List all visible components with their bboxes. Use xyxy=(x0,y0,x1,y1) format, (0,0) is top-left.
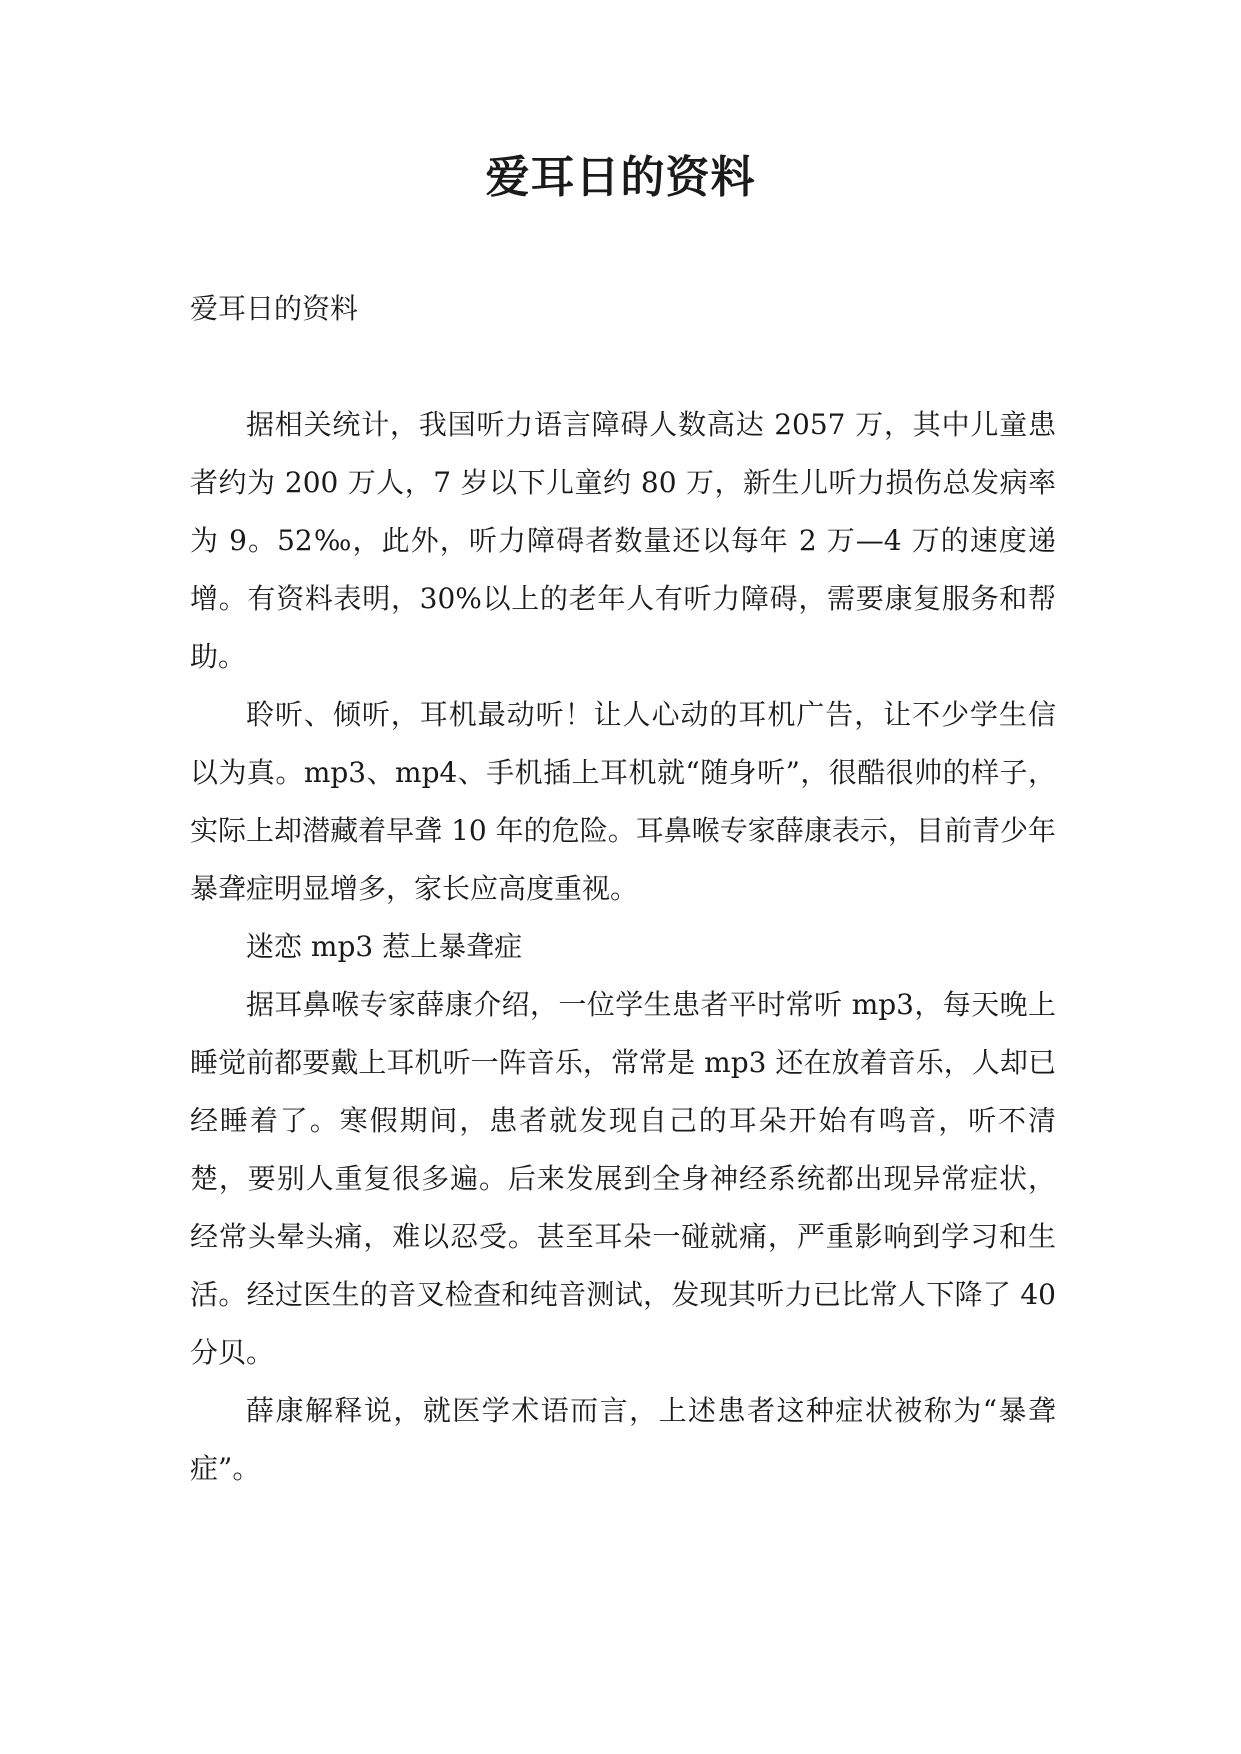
document-body xyxy=(190,280,1056,1498)
document-subtitle: 爱耳日的资料 xyxy=(190,292,359,325)
paragraph-statistics: 据相关统计，我国听力语言障碍人数高达 2057 万，其中儿童患者约为 200 万人，7 岁以下儿童约 80 万，新生儿听力损伤总发病率为 9。52‰，此外，听力障碍者数量还以每年 2 万—4 万的速度递增。有资料表明，30%以上的老年人有听力障碍，需要康复服务和帮助。 xyxy=(190,408,1056,673)
paragraph-explanation: 薛康解释说，就医学术语而言，上述患者这种症状被称为“暴聋症”。 xyxy=(190,1394,1056,1485)
paragraph-earphones: 聆听、倾听，耳机最动听！让人心动的耳机广告，让不少学生信以为真。mp3、mp4、手机插上耳机就“随身听”，很酷很帅的样子，实际上却潜藏着早聋 10 年的危险。耳鼻喉专家薛康表示，目前青少年暴聋症明显增多，家长应高度重视。 xyxy=(190,698,1056,905)
section-heading-mp3: 迷恋 mp3 惹上暴聋症 xyxy=(246,930,523,963)
paragraph-case-study: 据耳鼻喉专家薛康介绍，一位学生患者平时常听 mp3，每天晚上睡觉前都要戴上耳机听一阵音乐，常常是 mp3 还在放着音乐，人却已经睡着了。寒假期间，患者就发现自己的耳朵开始有鸣音，听不清楚，要别人重复很多遍。后来发展到全身神经系统都出现异常症状，经常头晕头痛，难以忍受。甚至耳朵一碰就痛，严重影响到学习和生活。经过医生的音叉检查和纯音测试，发现其听力已比常人下降了 40 分贝。 xyxy=(190,988,1056,1369)
document-title: 爱耳日的资料 xyxy=(485,152,756,203)
